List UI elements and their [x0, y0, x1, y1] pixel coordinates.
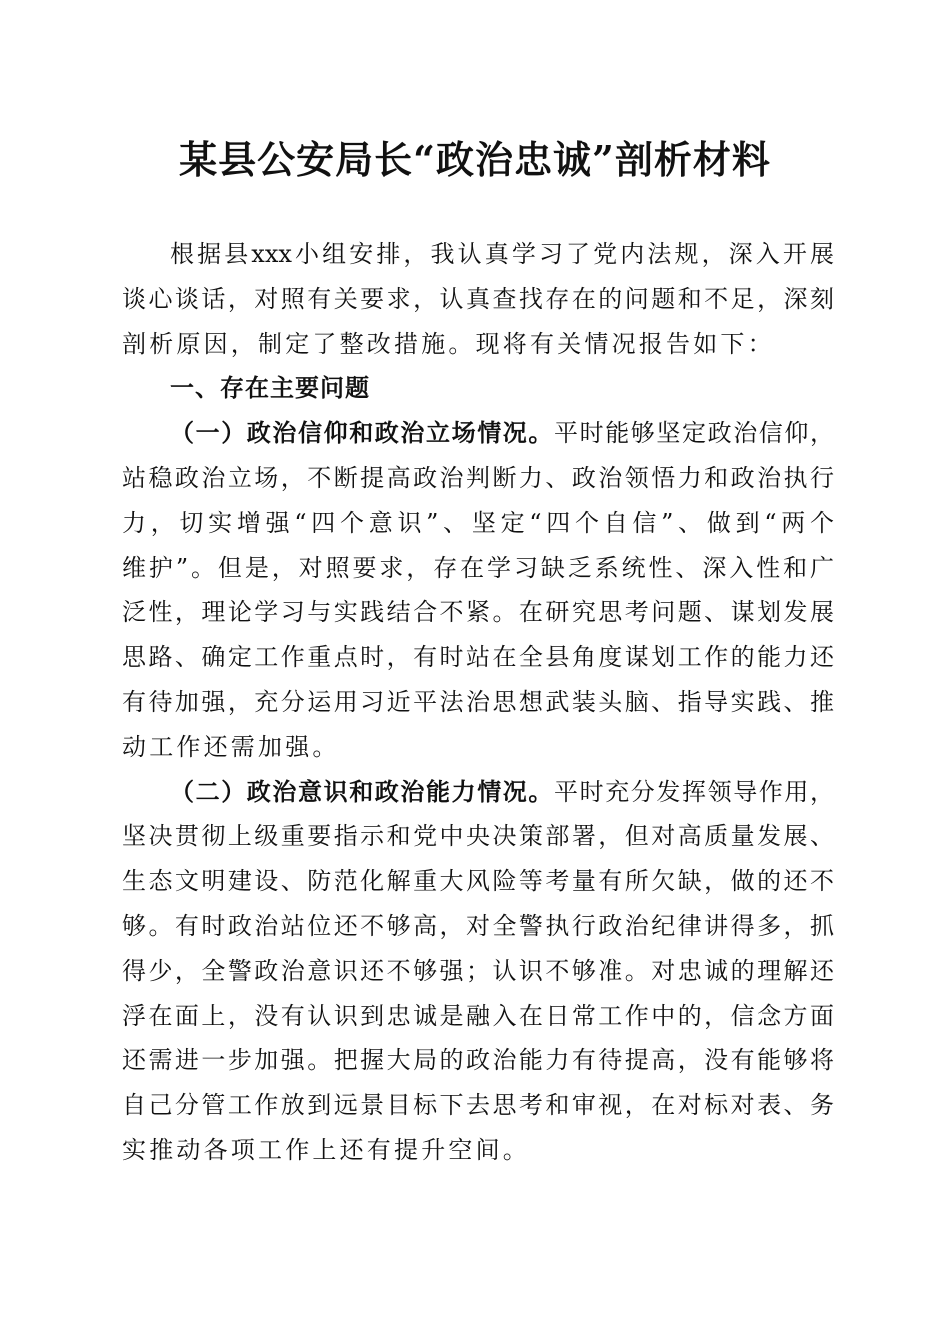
- sub1-first-line-rest: 平时能够坚定政治信仰，: [554, 419, 834, 448]
- sub1-line: 站稳政治立场，不断提高政治判断力、政治领悟力和政治执行: [122, 463, 834, 492]
- sub2-line: 还需进一步加强。把握大局的政治能力有待提高，没有能够将: [122, 1046, 834, 1075]
- intro-line-2: 谈心谈话，对照有关要求，认真查找存在的问题和不足，深刻: [122, 284, 834, 313]
- sub2-first-line-rest: 平时充分发挥领导作用，: [554, 777, 834, 806]
- sub1-line: 泛性，理论学习与实践结合不紧。在研究思考问题、谋划发展: [122, 598, 834, 627]
- intro-line-3: 剖析原因，制定了整改措施。现将有关情况报告如下：: [122, 329, 775, 358]
- sub2-first-line: [122, 770, 834, 815]
- sub2-lead: （二）政治意识和政治能力情况。: [170, 776, 554, 806]
- sub2-line: 生态文明建设、防范化解重大风险等考量有所欠缺，做的还不: [122, 867, 834, 896]
- sub1-line: 维护”。但是，对照要求，存在学习缺乏系统性、深入性和广: [122, 553, 834, 582]
- sub2-line: 浮在面上，没有认识到忠诚是融入在日常工作中的，信念方面: [122, 1001, 834, 1030]
- sub2-line: 自己分管工作放到远景目标下去思考和审视，在对标对表、务: [122, 1091, 834, 1120]
- section-heading-1: 一、存在主要问题: [170, 374, 370, 403]
- sub2-line: 得少，全警政治意识还不够强；认识不够准。对忠诚的理解还: [122, 956, 834, 985]
- document-title: 某县公安局长“政治忠诚”剖析材料: [179, 137, 771, 182]
- sub1-lead: （一）政治信仰和政治立场情况。: [170, 418, 554, 448]
- document-body: [122, 232, 834, 1173]
- sub1-line: 思路、确定工作重点时，有时站在全县角度谋划工作的能力还: [122, 643, 834, 672]
- sub1-line: 力，切实增强“四个意识”、坚定“四个自信”、做到“两个: [122, 508, 834, 537]
- sub1-first-line: [122, 411, 834, 456]
- sub1-line-last: 动工作还需加强。: [122, 732, 340, 761]
- sub2-line: 够。有时政治站位还不够高，对全警执行政治纪律讲得多，抓: [122, 911, 834, 940]
- sub2-line: 坚决贯彻上级重要指示和党中央决策部署，但对高质量发展、: [122, 822, 834, 851]
- sub1-line: 有待加强，充分运用习近平法治思想武装头脑、指导实践、推: [122, 687, 834, 716]
- sub2-line-last: 实推动各项工作上还有提升空间。: [122, 1135, 530, 1164]
- intro-line-1: 根据县xxx小组安排，我认真学习了党内法规，深入开展: [170, 240, 834, 268]
